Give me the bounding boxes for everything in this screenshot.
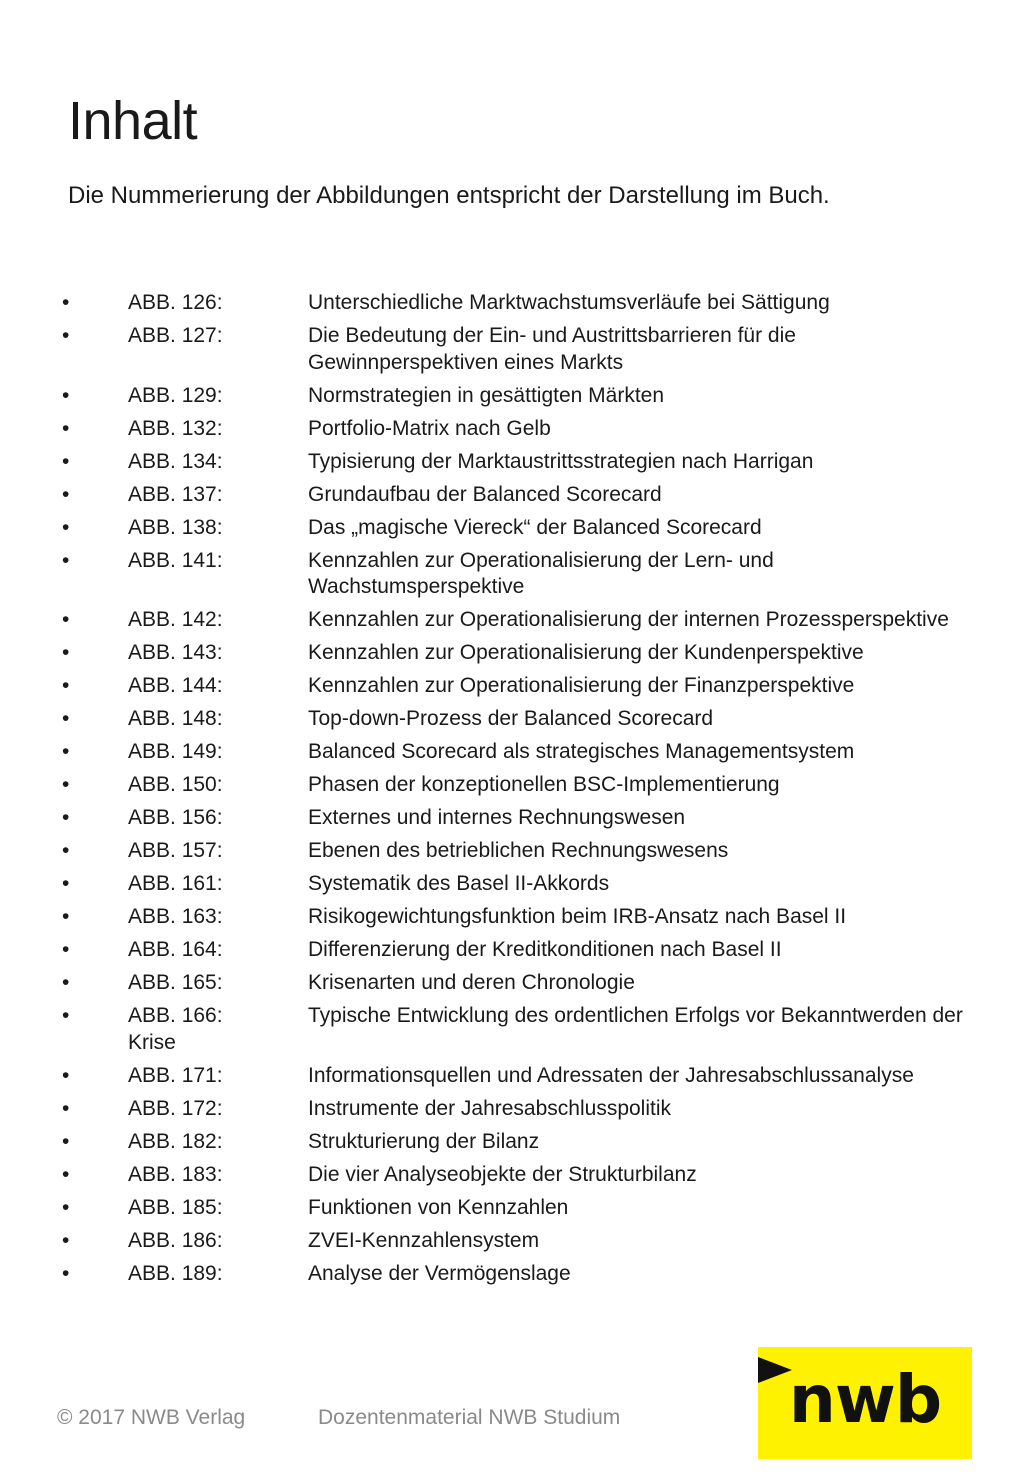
list-item	[62, 871, 982, 898]
figure-number: ABB. 163:	[128, 905, 223, 928]
list-item	[62, 1129, 982, 1156]
list-item	[62, 383, 982, 410]
bullet: •	[62, 548, 70, 572]
figure-number: ABB. 141:	[128, 548, 223, 572]
bullet: •	[62, 1162, 70, 1186]
figure-number: ABB. 132:	[128, 416, 223, 440]
figure-number: ABB. 138:	[128, 515, 223, 539]
figure-title: Instrumente der Jahresabschlusspolitik	[308, 1096, 672, 1120]
bullet: •	[62, 674, 70, 697]
list-item	[62, 739, 982, 766]
list-item	[62, 515, 982, 542]
figure-number: ABB. 157:	[128, 839, 223, 862]
list-item	[62, 482, 982, 509]
list-item	[62, 970, 982, 997]
figure-number: ABB. 161:	[128, 872, 223, 895]
list-item	[62, 449, 982, 476]
nwb-logo	[758, 1347, 972, 1459]
figure-title: Portfolio-Matrix nach Gelb	[308, 416, 551, 440]
figure-number: ABB. 185:	[128, 1195, 223, 1219]
figure-title: Normstrategien in gesättigten Märkten	[308, 383, 665, 407]
bullet: •	[62, 608, 70, 631]
bullet: •	[62, 1129, 70, 1153]
page-title: Inhalt	[68, 91, 198, 151]
bullet: •	[62, 1096, 70, 1120]
figure-number: ABB. 156:	[128, 806, 223, 829]
figure-title: Kennzahlen zur Operationalisierung der internen Prozessperspektive	[308, 608, 949, 631]
figure-title: Risikogewichtungsfunktion beim IRB-Ansatz nach Basel II	[308, 905, 847, 928]
bullet: •	[62, 1228, 70, 1252]
figure-title: Systematik des Basel II-Akkords	[308, 872, 610, 895]
figure-title: Kennzahlen zur Operationalisierung der Finanzperspektive	[308, 674, 855, 697]
bullet: •	[62, 416, 70, 440]
figure-number: ABB. 127:	[128, 324, 223, 347]
figure-number: ABB. 144:	[128, 674, 223, 697]
figure-number: ABB. 143:	[128, 641, 223, 664]
bullet: •	[62, 1063, 70, 1087]
figure-number: ABB. 164:	[128, 938, 223, 961]
list-item	[62, 1063, 982, 1090]
footer-material: Dozentenmaterial NWB Studium	[318, 1406, 621, 1429]
figure-title: Die Bedeutung der Ein- und Austrittsbarrieren für die Gewinnperspektiven eines Markts	[308, 324, 796, 374]
bullet: •	[62, 383, 70, 407]
figure-title: Unterschiedliche Marktwachstumsverläufe bei Sättigung	[308, 291, 830, 314]
bullet: •	[62, 1004, 70, 1027]
bullet: •	[62, 872, 70, 895]
page-subtitle: Die Nummerierung der Abbildungen entspricht der Darstellung im Buch.	[68, 182, 830, 209]
figure-number: ABB. 148:	[128, 707, 223, 730]
logo-text: nwb	[788, 1361, 942, 1438]
bullet: •	[62, 773, 70, 796]
list-item	[62, 416, 982, 443]
list-item	[62, 607, 982, 634]
footer-copyright: © 2017 NWB Verlag	[57, 1406, 246, 1429]
figure-title: Funktionen von Kennzahlen	[308, 1195, 569, 1219]
list-item	[62, 1195, 982, 1222]
bullet: •	[62, 971, 70, 994]
figure-number: ABB. 126:	[128, 291, 223, 314]
figure-title: Differenzierung der Kreditkonditionen nach Basel II	[308, 938, 782, 961]
figure-title: Kennzahlen zur Operationalisierung der Lern- und Wachstumsperspektive	[308, 548, 774, 598]
figure-number: ABB. 129:	[128, 383, 223, 407]
figure-title: ZVEI-Kennzahlensystem	[308, 1228, 540, 1252]
list-item	[62, 673, 982, 700]
figure-number: ABB. 189:	[128, 1261, 223, 1285]
bullet: •	[62, 1261, 70, 1285]
bullet: •	[62, 449, 70, 473]
list-item	[62, 323, 982, 376]
figure-title: Top-down-Prozess der Balanced Scorecard	[308, 707, 714, 730]
list-item	[62, 1096, 982, 1123]
figure-title: Die vier Analyseobjekte der Strukturbilanz	[308, 1162, 697, 1186]
figure-title: Analyse der Vermögenslage	[308, 1261, 571, 1285]
bullet: •	[62, 740, 70, 763]
figure-title: Strukturierung der Bilanz	[308, 1129, 540, 1153]
list-item	[62, 290, 982, 317]
figure-title: Kennzahlen zur Operationalisierung der Kundenperspektive	[308, 641, 864, 664]
bullet: •	[62, 839, 70, 862]
figure-title: Ebenen des betrieblichen Rechnungswesens	[308, 839, 729, 862]
list-item	[62, 1228, 982, 1255]
figure-number: ABB. 171:	[128, 1063, 223, 1087]
figure-number: ABB. 182:	[128, 1129, 223, 1153]
figure-title: Balanced Scorecard als strategisches Managementsystem	[308, 740, 855, 763]
list-item	[62, 548, 982, 601]
figure-number: ABB. 142:	[128, 608, 223, 631]
bullet: •	[62, 515, 70, 539]
figure-number: ABB. 165:	[128, 971, 223, 994]
figure-title: Informationsquellen und Adressaten der Jahresabschlussanalyse	[308, 1063, 914, 1087]
figure-title: Externes und internes Rechnungswesen	[308, 806, 686, 829]
bullet: •	[62, 707, 70, 730]
bullet: •	[62, 1195, 70, 1219]
bullet: •	[62, 482, 70, 506]
bullet: •	[62, 905, 70, 928]
figure-number: ABB. 150:	[128, 773, 223, 796]
figure-number: ABB. 134:	[128, 449, 223, 473]
figure-title: Grundaufbau der Balanced Scorecard	[308, 482, 662, 506]
list-item	[62, 1162, 982, 1189]
figure-number: ABB. 166:	[128, 1004, 223, 1027]
figure-number: ABB. 137:	[128, 482, 223, 506]
list-item	[62, 937, 982, 964]
bullet: •	[62, 806, 70, 829]
figure-number: ABB. 186:	[128, 1228, 223, 1252]
figure-number: ABB. 172:	[128, 1096, 223, 1120]
list-item	[62, 640, 982, 667]
figure-title: Typisierung der Marktaustrittsstrategien nach Harrigan	[308, 449, 814, 473]
list-item	[62, 772, 982, 799]
bullet: •	[62, 938, 70, 961]
figure-list	[62, 290, 982, 1294]
bullet: •	[62, 291, 70, 314]
list-item	[62, 1261, 982, 1288]
figure-title: Phasen der konzeptionellen BSC-Implementierung	[308, 773, 780, 796]
figure-title: Krisenarten und deren Chronologie	[308, 971, 635, 994]
figure-number: ABB. 149:	[128, 740, 223, 763]
figure-number: ABB. 183:	[128, 1162, 223, 1186]
bullet: •	[62, 324, 70, 347]
bullet: •	[62, 641, 70, 664]
list-item	[62, 1003, 982, 1056]
list-item	[62, 706, 982, 733]
figure-title: Das „magische Viereck“ der Balanced Scorecard	[308, 515, 762, 539]
figure-title: Typische Entwicklung des ordentlichen Erfolgs vor Bekanntwerden der Krise	[128, 1004, 963, 1054]
list-item	[62, 838, 982, 865]
list-item	[62, 904, 982, 931]
list-item	[62, 805, 982, 832]
